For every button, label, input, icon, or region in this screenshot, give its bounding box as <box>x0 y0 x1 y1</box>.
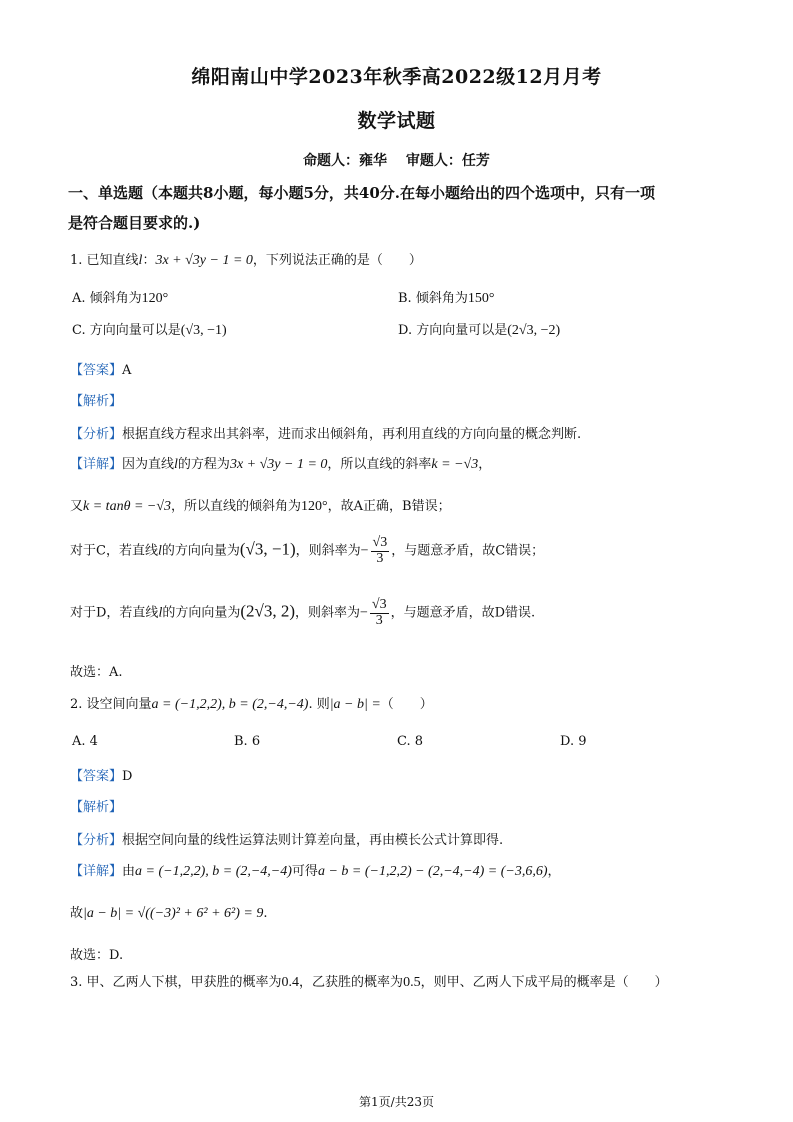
q2-analysis-tag: 【解析】 <box>70 800 123 815</box>
q1-vector-c: (√3, −1) <box>239 539 296 559</box>
var-l: l <box>158 605 163 621</box>
text: . <box>263 906 268 921</box>
q2-given: a = (−1,2,2), b = (2,−4,−4) <box>135 864 292 879</box>
text: . 则 <box>308 697 330 712</box>
q3-prob-a: 0.4 <box>281 975 300 990</box>
q2-magnitude: |a − b| = <box>329 697 381 712</box>
q1-angle: 120° <box>301 499 328 514</box>
q1-detail-line3: 对于C，若直线l的方向向量为(√3, −1)，则斜率为− $\frac{√3}{3}$ ，与题意矛盾，故C错误； <box>70 535 545 566</box>
q1-line-equation: 3x + √3y − 1 = 0 <box>229 457 328 472</box>
text: （ ） <box>380 697 433 712</box>
q1-analysis-tag: 【解析】 <box>70 394 123 409</box>
q3-stem <box>70 971 668 991</box>
fraction-numerator: √3 <box>372 535 388 550</box>
q1-option-a-value: 120° <box>141 291 169 306</box>
q1-option-b-value: 150° <box>467 291 495 306</box>
q1-option-d-value: (2√3, −2) <box>507 323 561 338</box>
q1-detail-line1 <box>70 453 491 473</box>
q2-detail-line2 <box>70 902 267 922</box>
answer-tag: 【答案】 <box>70 769 123 784</box>
exam-authors: 命题人：雍华 审题人：任芳 <box>303 153 490 169</box>
q1-option-b-label: B. 倾斜角为 <box>398 291 468 306</box>
text: ，则斜率为 <box>295 605 361 621</box>
text: ，所以直线的斜率 <box>327 457 432 472</box>
text: ，与题意矛盾，故D错误. <box>390 605 536 621</box>
q2-detail-line1 <box>70 860 561 880</box>
q2-vectors: a = (−1,2,2), b = (2,−4,−4) <box>151 697 309 712</box>
text: ，则甲、乙两人下成平局的概率是（ ） <box>420 975 668 990</box>
q2-option-d: D. 9 <box>560 734 587 749</box>
page-number: 第1页/共23页 <box>359 1095 434 1109</box>
q2-stem <box>70 693 433 713</box>
q1-stem-colon: ： <box>142 253 156 268</box>
q2-answer <box>70 765 132 784</box>
q2-difference: a − b = (−1,2,2) − (2,−4,−4) = (−3,6,6) <box>317 864 548 879</box>
q1-fenxi-text: 根据直线方程求出其斜率，进而求出倾斜角，再利用直线的方向向量的概念判断. <box>122 427 582 442</box>
q1-option-d <box>398 319 560 339</box>
text: 由 <box>122 864 136 879</box>
q1-stem-text: 1. 已知直线 <box>70 253 139 268</box>
q2-fenxi <box>70 829 503 848</box>
q2-modulus: |a − b| = √((−3)² + 6² + 6²) = 9 <box>83 906 264 921</box>
var-l: l <box>157 543 162 559</box>
q3-prob-b: 0.5 <box>403 975 421 990</box>
q2-option-a: A. 4 <box>72 734 98 749</box>
text: 的方向向量为 <box>162 605 241 621</box>
text: 因为直线 <box>122 457 175 472</box>
exam-subtitle: 数学试题 <box>357 110 436 132</box>
q2-option-c: C. 8 <box>397 734 424 749</box>
q1-vector-d: (2√3, 2) <box>240 601 295 621</box>
q1-option-c <box>72 319 227 339</box>
text: 故 <box>70 906 84 921</box>
section-heading-line1: 一、单选题（本题共8小题，每小题5分，共40分.在每小题给出的四个选项中，只有一项 <box>68 184 655 202</box>
q1-answer <box>70 359 131 378</box>
q2-option-b: B. 6 <box>234 734 261 749</box>
text: ，乙获胜的概率为 <box>299 975 404 990</box>
q1-option-c-value: (√3, −1) <box>180 323 227 338</box>
fraction-numerator: √3 <box>371 597 387 612</box>
text: 的方程为 <box>177 457 230 472</box>
xiangjie-tag: 【详解】 <box>70 864 123 879</box>
q1-choice: 故选：A. <box>70 665 123 680</box>
text: 可得 <box>291 864 318 879</box>
text: ，则斜率为 <box>295 543 361 559</box>
q1-slope: k = −√3 <box>431 457 479 472</box>
q1-stem <box>70 249 422 269</box>
text: ，故A正确，B错误； <box>327 499 451 514</box>
q1-answer-value: A <box>122 363 132 378</box>
q1-stem-tail: ，下列说法正确的是（ ） <box>252 253 422 268</box>
q2-fenxi-text: 根据空间向量的线性运算法则计算差向量，再由模长公式计算即得. <box>122 833 504 848</box>
section-heading-line2: 是符合题目要求的.) <box>68 214 201 232</box>
answer-tag: 【答案】 <box>70 363 123 378</box>
fraction <box>370 598 389 628</box>
exam-title: 绵阳南山中学2023年秋季高2022级12月月考 <box>191 66 602 88</box>
text: 又 <box>70 499 84 514</box>
q1-fenxi <box>70 423 581 442</box>
text: 对于C，若直线 <box>70 543 158 559</box>
fenxi-tag: 【分析】 <box>70 427 123 442</box>
text: 3. 甲、乙两人下棋，甲获胜的概率为 <box>70 975 282 990</box>
text: 的方向向量为 <box>161 543 240 559</box>
q1-option-a <box>72 287 168 307</box>
var-l: l <box>174 457 178 472</box>
q1-equation: 3x + √3y − 1 = 0 <box>155 253 253 268</box>
q1-detail-line4: 对于D，若直线l的方向向量为(2√3, 2)，则斜率为− $\frac{√3}{3}$ ，与题意矛盾，故D错误. <box>70 597 536 628</box>
q2-choice: 故选：D. <box>70 948 124 963</box>
q1-option-d-label: D. 方向向量可以是 <box>398 323 508 338</box>
q1-detail-line2 <box>70 495 451 515</box>
q1-var-l: l <box>138 253 143 268</box>
text: ，所以直线的倾斜角为 <box>171 499 302 514</box>
text: ， <box>547 864 561 879</box>
q2-answer-value: D <box>122 769 133 784</box>
q1-option-c-label: C. 方向向量可以是 <box>72 323 181 338</box>
fenxi-tag: 【分析】 <box>70 833 123 848</box>
q1-option-a-label: A. 倾斜角为 <box>72 291 142 306</box>
fraction <box>371 536 390 566</box>
text: 2. 设空间向量 <box>70 697 152 712</box>
fraction-denominator: 3 <box>376 550 384 566</box>
text: ，与题意矛盾，故C错误； <box>391 543 545 559</box>
text: 对于D，若直线 <box>70 605 159 621</box>
fraction-denominator: 3 <box>375 612 383 628</box>
xiangjie-tag: 【详解】 <box>70 457 123 472</box>
q1-tan-equation: k = tanθ = −√3 <box>83 499 172 514</box>
q1-option-b <box>398 287 494 307</box>
text: ， <box>478 457 492 472</box>
